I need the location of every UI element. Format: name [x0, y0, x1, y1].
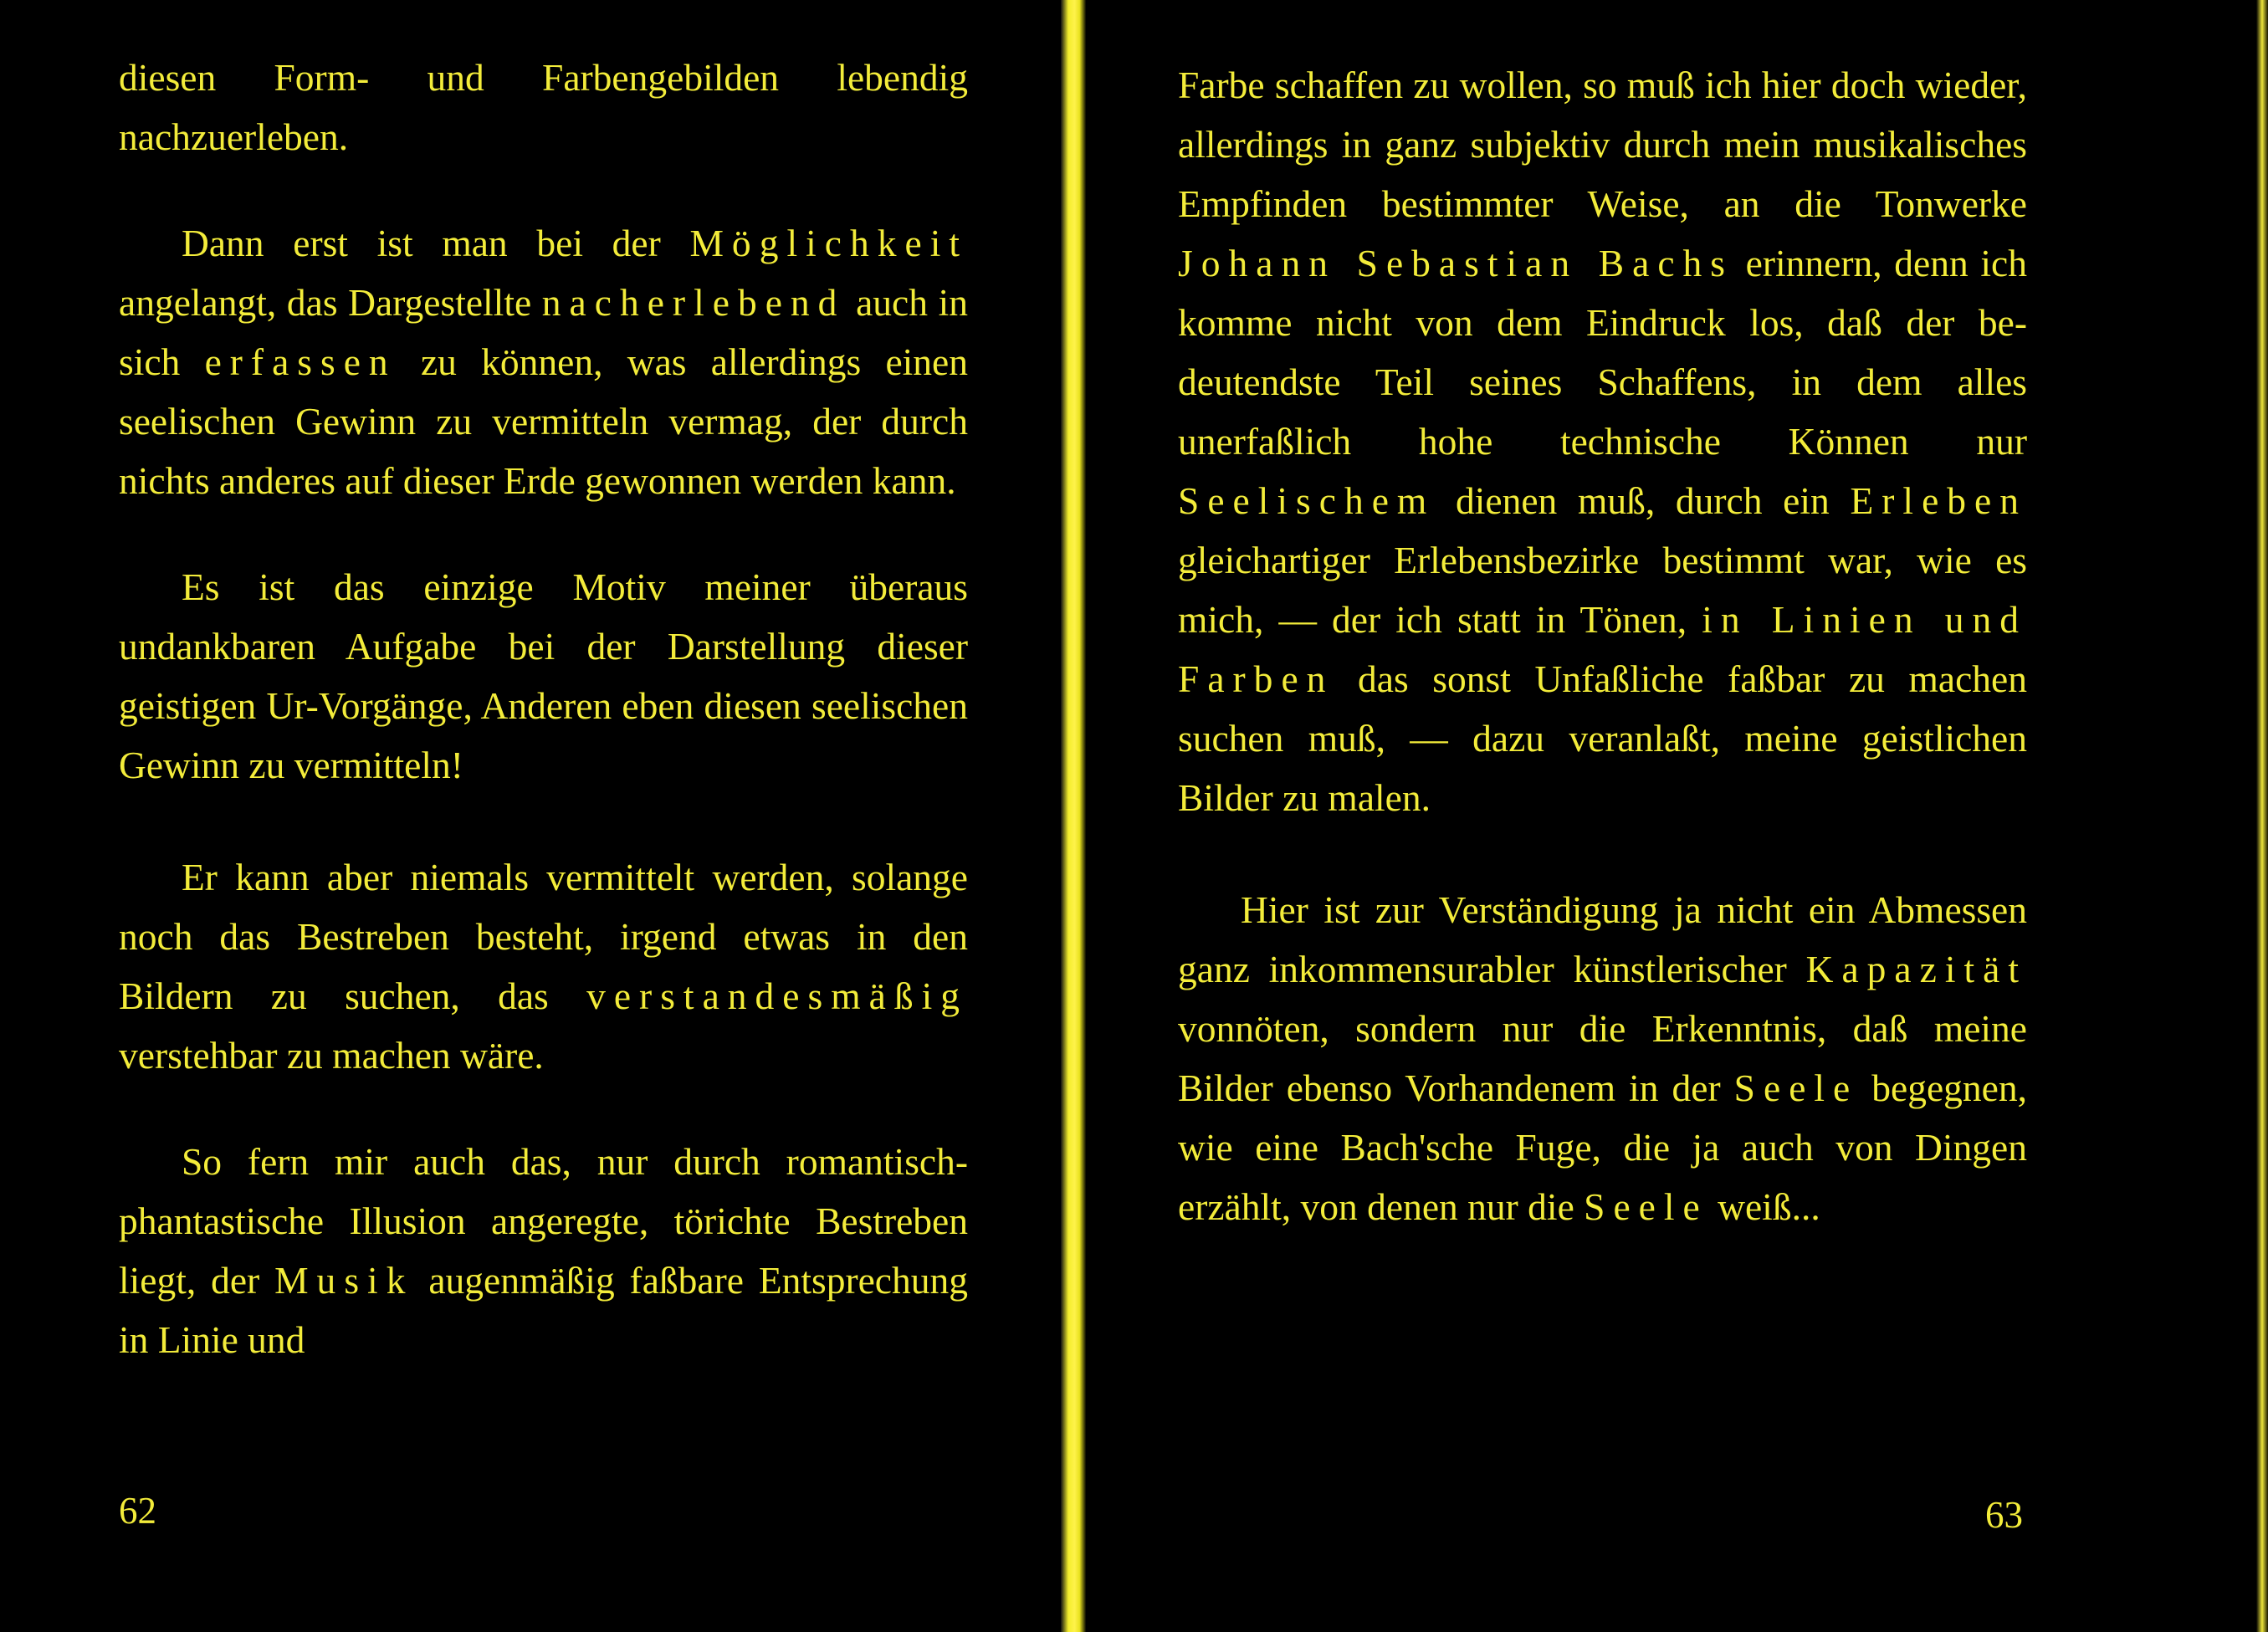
emphasized-spaced-text: Seelischem [1178, 479, 1436, 522]
text-segment: vonnöten, sondern nur die Erkenntnis, daß meine Bilder ebenso Vorhandenem in der [1178, 1007, 2027, 1109]
paragraph [119, 1132, 968, 1369]
text-segment: begegnen, wie eine Bach'sche Fuge, die ja auch von Dingen erzählt, von denen nur die [1178, 1067, 2027, 1228]
text-segment: gleichartiger Erlebensbezirke bestimmt war, wie es mich, — der ich statt in Tönen, [1178, 539, 2027, 641]
text-segment: Dann erst ist man bei der [182, 222, 690, 264]
emphasized-spaced-text: Kapazität [1805, 948, 2027, 990]
text-segment: auch in sich [119, 281, 968, 383]
text-segment: Es ist das einzige Motiv meiner überaus undankbaren Aufgabe bei der Darstellung dieser geistigen Ur-Vorgänge, Anderen eben diesen seelischen Gewinn zu vermitteln! [119, 565, 968, 786]
emphasized-spaced-text: nacherlebend [541, 281, 846, 324]
left-page-text-column [119, 48, 968, 1369]
emphasized-spaced-text: in Linien und Farben [1178, 598, 2027, 700]
emphasized-spaced-text: erfassen [204, 340, 397, 383]
paragraph [1178, 55, 2027, 827]
text-segment: Farbe schaffen zu wollen, so muß ich hier doch wieder, allerdings in ganz subjektiv durch mein musikalisches Empfinden bestimmter Weise, an die Tonwerke [1178, 64, 2027, 225]
right-page-text-column [1178, 55, 2027, 1236]
text-segment: verstehbar zu machen wäre. [119, 1034, 544, 1077]
text-segment: Er kann aber niemals vermittelt werden, solange noch das Bestreben besteht, irgend etwas in den Bildern zu suchen, das [119, 856, 968, 1017]
paragraph [119, 48, 968, 166]
text-segment: das sonst Unfaßliche faßbar zu machen suchen muß, — dazu veranlaßt, meine geistlichen Bilder zu malen. [1178, 657, 2027, 819]
emphasized-spaced-text: Möglichkeit [689, 222, 968, 264]
text-segment: So fern mir auch das, nur durch romantisch-phantastische Illusion angeregte, törichte Bestreben liegt, der [119, 1140, 968, 1302]
paragraph [119, 213, 968, 510]
text-segment: dienen muß, durch ein [1435, 479, 1851, 522]
paragraph [1178, 880, 2027, 1236]
page-edge [2256, 0, 2268, 1632]
text-segment: zu können, was allerdings einen seelischen Gewinn zu vermitteln vermag, der durch nichts anderes auf dieser Erde gewonnen werden kann. [119, 340, 968, 502]
text-segment: weiß... [1707, 1185, 1820, 1228]
text-segment: Hier ist zur Verständigung ja nicht ein Abmessen ganz inkommensurabler künstlerischer [1178, 888, 2027, 990]
page-number-left: 62 [119, 1490, 156, 1532]
right-page [1086, 0, 2268, 1632]
emphasized-spaced-text: Seele [1584, 1185, 1708, 1228]
left-page [0, 0, 1061, 1632]
paragraph [119, 557, 968, 795]
text-segment: diesen Form- und Farbengebilden lebendig nachzuerleben. [119, 56, 968, 158]
text-segment: erinnern, denn ich komme nicht von dem Eindruck los, daß der bedeutendste Teil seines Schaffens, in dem alles unerfaßlich hohe technische Können nur [1178, 242, 2027, 463]
emphasized-spaced-text: Erleben [1850, 479, 2027, 522]
paragraph [119, 847, 968, 1085]
book-gutter [1061, 0, 1086, 1632]
emphasized-spaced-text: Musik [274, 1259, 414, 1302]
text-segment: augenmäßig faßbare Entsprechung in Linie und [119, 1259, 968, 1361]
text-segment: angelangt, das Dargestellte [119, 281, 542, 324]
emphasized-spaced-text: Seele [1733, 1067, 1859, 1109]
emphasized-spaced-text: verstandesmäßig [586, 975, 968, 1017]
emphasized-spaced-text: Johann Sebastian Bachs [1178, 242, 1734, 284]
page-number-right: 63 [1985, 1494, 2023, 1536]
